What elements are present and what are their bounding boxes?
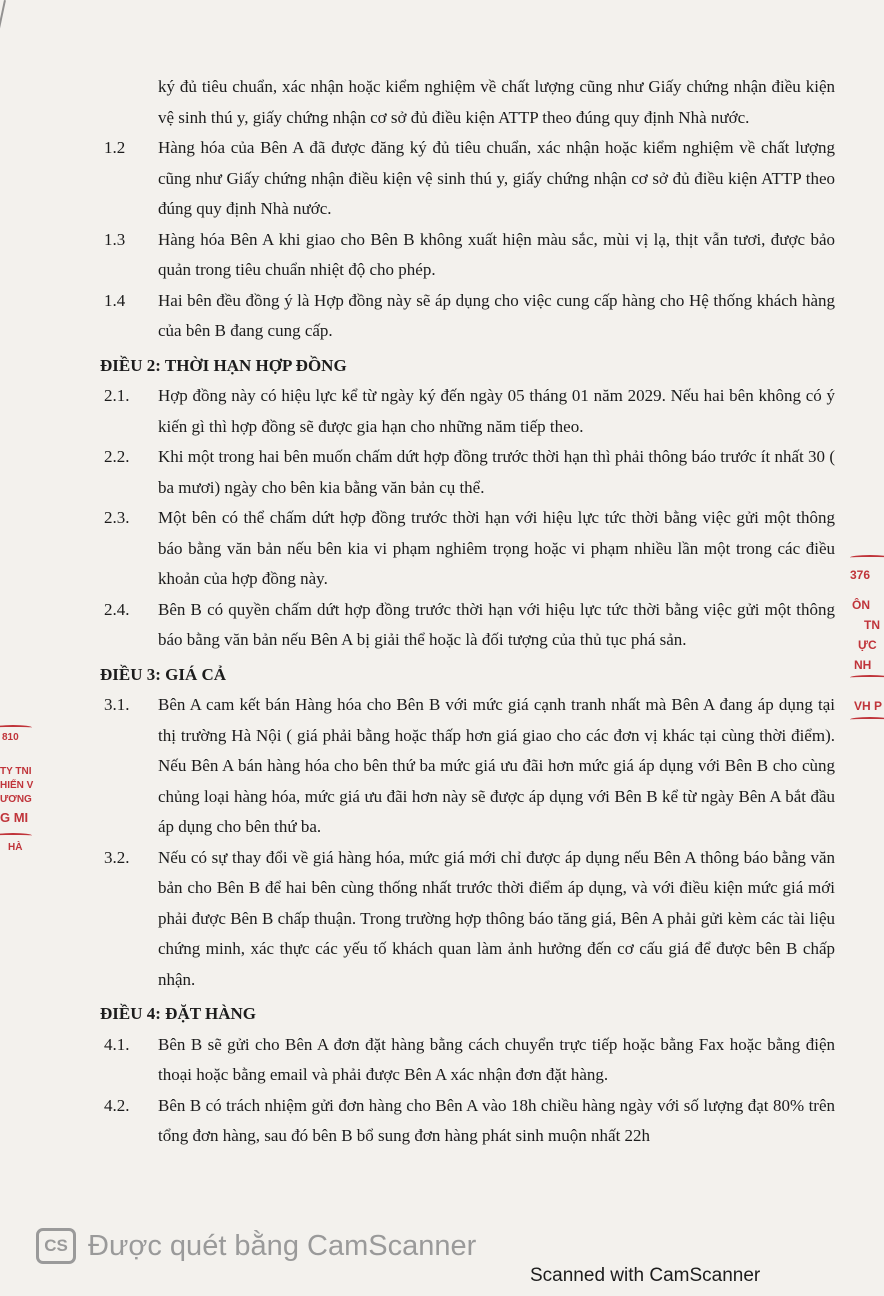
clause-number: 4.2. [104,1095,130,1115]
scanned-footer: Scanned with CamScanner [530,1265,761,1286]
clause-text: Bên B sẽ gửi cho Bên A đơn đặt hàng bằng cách chuyển trực tiếp hoặc bằng Fax hoặc bằng điện thoại hoặc bằng email và phải được Bên A xác nhận đơn đặt hàng. [158,1034,835,1084]
clause-1-3 [100,225,835,286]
clause-2-2 [100,442,835,503]
clause-text: Bên B có quyền chấm dứt hợp đồng trước thời hạn với hiệu lực tức thời bằng việc gửi một thông báo bằng văn bản nếu Bên A bị giải thể hoặc là đối tượng của thủ tục phá sản. [158,599,835,649]
clause-number: 1.2 [104,138,126,157]
camscanner-watermark [36,1226,476,1266]
seal-text: 810 [2,732,19,743]
seal-text: HÀ [8,842,23,853]
clause-2-3 [100,503,835,595]
clause-3-1 [100,690,835,843]
clause-number: 4.1. [104,1034,130,1054]
section-2-heading: ĐIỀU 2: THỜI HẠN HỢP ĐỒNG [100,355,347,375]
clause-3-2 [100,843,835,996]
camscanner-logo-icon: CS [36,1228,76,1264]
clause-number: 2.2. [104,447,130,466]
seal-text: ỰC [858,638,877,652]
clause-4-2 [100,1091,835,1152]
seal-text: HIỂN V [0,780,34,791]
scan-edge-mark [0,0,6,69]
clause-number: 2.4. [104,599,130,619]
seal-text: TN [864,618,880,632]
clause-text: Hai bên đều đồng ý là Hợp đồng này sẽ áp dụng cho việc cung cấp hàng cho Hệ thống khách hàng của bên B đang cung cấp. [158,290,835,340]
watermark-text: Được quét bằng CamScanner [88,1229,477,1262]
clause-text: Hàng hóa Bên A khi giao cho Bên B không xuất hiện màu sắc, mùi vị lạ, thịt vẫn tươi, được bảo quản trong tiêu chuẩn nhiệt độ cho phép. [158,229,835,279]
clause-text: Hàng hóa của Bên A đã được đăng ký đủ tiêu chuẩn, xác nhận hoặc kiểm nghiệm về chất lượng cũng như Giấy chứng nhận điều kiện vệ sinh thú y, giấy chứng nhận cơ sở đủ điều kiện ATTP theo đúng quy định Nhà nước. [158,138,835,218]
contract-text [100,72,835,1152]
seal-arc [0,725,32,730]
continuation-paragraph: ký đủ tiêu chuẩn, xác nhận hoặc kiểm nghiệm về chất lượng cũng như Giấy chứng nhận điều kiện vệ sinh thú y, giấy chứng nhận cơ sở đủ điều kiện ATTP theo đúng quy định Nhà nước. [158,77,835,127]
clause-2-1 [100,381,835,442]
clause-number: 1.4 [104,290,126,310]
seal-arc [850,555,884,560]
clause-number: 2.3. [104,508,130,527]
clause-number: 3.2. [104,847,130,867]
clause-4-1 [100,1030,835,1091]
seal-arc [0,833,32,838]
clause-text: Hợp đồng này có hiệu lực kể từ ngày ký đến ngày 05 tháng 01 năm 2029. Nếu hai bên không có ý kiến gì thì hợp đồng sẽ được gia hạn cho những năm tiếp theo. [158,386,835,436]
seal-text: TY TNI [0,766,32,777]
red-seal-left [0,725,34,865]
clause-text: Khi một trong hai bên muốn chấm dứt hợp đồng trước thời hạn thì phải thông báo trước ít nhất 30 ( ba mươi) ngày cho bên kia bằng văn bản cụ thể. [158,447,835,497]
clause-1-2 [100,133,835,225]
seal-text: VH P [854,699,883,713]
section-3-heading: ĐIỀU 3: GIÁ CẢ [100,664,227,684]
seal-arc [850,675,884,680]
seal-text: ÔN [852,598,870,612]
clause-number: 1.3 [104,229,126,249]
clause-text: Bên A cam kết bán Hàng hóa cho Bên B với mức giá cạnh tranh nhất mà Bên A đang áp dụng tại thị trường Hà Nội ( giá phải bằng hoặc thấp hơn giá giao cho các đơn vị khác tại cùng thời điểm). Nếu Bên A bán hàng hóa cho bên thứ ba mức giá ưu đãi hơn mức giá áp dụng với Bên B cho cùng chủng loại hàng hóa, mức giá ưu đãi hơn này sẽ được áp dụng với Bên B kể từ ngày Bên A bắt đầu áp dụng cho bên thứ ba. [158,695,835,836]
clause-text: Một bên có thể chấm dứt hợp đồng trước thời hạn với hiệu lực tức thời bằng việc gửi một thông báo bằng văn bản nếu bên kia vi phạm nghiêm trọng hoặc vi phạm nhiều lần một trong các điều khoản của hợp đồng này. [158,508,835,588]
clause-1-4 [100,286,835,347]
clause-number: 2.1. [104,386,130,405]
section-4-heading: ĐIỀU 4: ĐẶT HÀNG [100,1004,257,1023]
clause-text: Bên B có trách nhiệm gửi đơn hàng cho Bên A vào 18h chiều hàng ngày với số lượng đạt 80% trên tổng đơn hàng, sau đó bên B bổ sung đơn hàng phát sinh muộn nhất 22h [158,1095,835,1145]
seal-text: ƯƠNG [0,794,32,805]
seal-arc [850,717,884,722]
seal-text: NH [854,658,872,672]
clause-2-4 [100,595,835,656]
seal-text: 376 [850,568,871,582]
red-seal-right [850,555,884,725]
clause-number: 3.1. [104,695,130,714]
clause-text: Nếu có sự thay đổi về giá hàng hóa, mức giá mới chỉ được áp dụng nếu Bên A thông báo bằng văn bản cho Bên B để hai bên cùng thống nhất trước thời điểm áp dụng, và với điều kiện mức giá mới phải được Bên B chấp thuận. Trong trường hợp thông báo tăng giá, Bên A phải gửi kèm các tài liệu chứng minh, xác thực các yếu tố khách quan làm ảnh hưởng đến cơ cấu giá để được bên B chấp nhận. [158,847,835,989]
seal-text: G MI [0,810,29,825]
